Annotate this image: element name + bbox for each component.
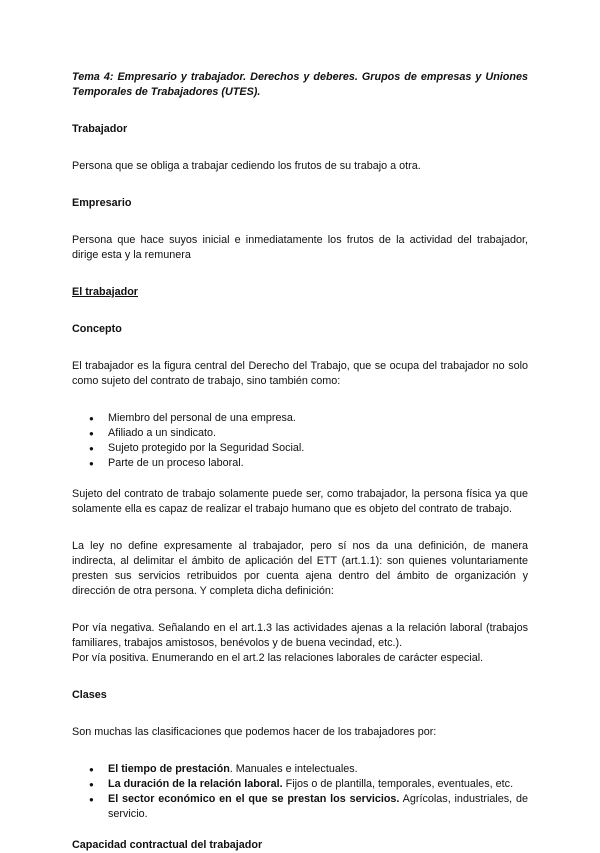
heading-empresario: Empresario — [72, 197, 132, 209]
list-item-text: . Manuales e intelectuales. — [229, 763, 358, 775]
paragraph-empresario-definition: Persona que hace suyos inicial e inmediatamente los frutos de la actividad del trabajador, dirige esta y la remunera — [72, 234, 528, 261]
list-item-bold: El sector económico en el que se prestan los servicios. — [108, 793, 400, 805]
paragraph-trabajador-definition: Persona que se obliga a trabajar cediendo los frutos de su trabajo a otra. — [72, 160, 421, 172]
list-item-text: Fijos o de plantilla, temporales, eventuales, etc. — [282, 778, 514, 790]
clases-bullet-list — [72, 762, 528, 822]
list-item-bold: La duración de la relación laboral. — [108, 778, 283, 790]
heading-el-trabajador: El trabajador — [72, 286, 138, 298]
concepto-bullet-list — [72, 411, 528, 471]
paragraph-via-positiva: Por vía positiva. Enumerando en el art.2 las relaciones laborales de carácter especial. — [72, 652, 484, 664]
list-item — [108, 792, 528, 822]
list-item-bold: El tiempo de prestación — [108, 763, 230, 775]
heading-clases: Clases — [72, 689, 107, 701]
paragraph-concepto-3: La ley no define expresamente al trabajador, pero sí nos da una definición, de manera indirecta, al delimitar el ámbito de aplicación del ETT (art.1.1): son quienes voluntariamente presten sus servicios retribuidos por cuenta ajena dentro del ámbito de organización y dirección de otra persona. Y completa dicha definición: — [72, 540, 528, 597]
list-item-text: Agrícolas, industriales, de servicio. — [108, 793, 528, 820]
heading-concepto: Concepto — [72, 323, 122, 335]
document-title: Tema 4: Empresario y trabajador. Derechos y deberes. Grupos de empresas y Uniones Temporales de Trabajadores (UTES). — [72, 71, 528, 98]
list-item: ● Afiliado a un sindicato. — [108, 426, 528, 441]
list-item: ● Miembro del personal de una empresa. — [108, 411, 528, 426]
heading-capacidad-contractual: Capacidad contractual del trabajador — [72, 839, 263, 851]
list-item — [108, 777, 528, 792]
list-item: ● Parte de un proceso laboral. — [108, 456, 528, 471]
paragraph-concepto-1: El trabajador es la figura central del Derecho del Trabajo, que se ocupa del trabajador no solo como sujeto del contrato de trabajo, sino también como: — [72, 360, 528, 387]
paragraph-concepto-2: Sujeto del contrato de trabajo solamente puede ser, como trabajador, la persona física ya que solamente ella es capaz de realizar el trabajo humano que es objeto del contrato de trabajo. — [72, 488, 528, 515]
paragraph-via-negativa: Por vía negativa. Señalando en el art.1.3 las actividades ajenas a la relación laboral (trabajos familiares, trabajos amistosos, benévolos y de buena vecindad, etc.). — [72, 622, 528, 649]
list-item — [108, 762, 528, 777]
list-item: ● Sujeto protegido por la Seguridad Social. — [108, 441, 528, 456]
heading-trabajador: Trabajador — [72, 123, 128, 135]
paragraph-clases-intro: Son muchas las clasificaciones que podemos hacer de los trabajadores por: — [72, 726, 437, 738]
